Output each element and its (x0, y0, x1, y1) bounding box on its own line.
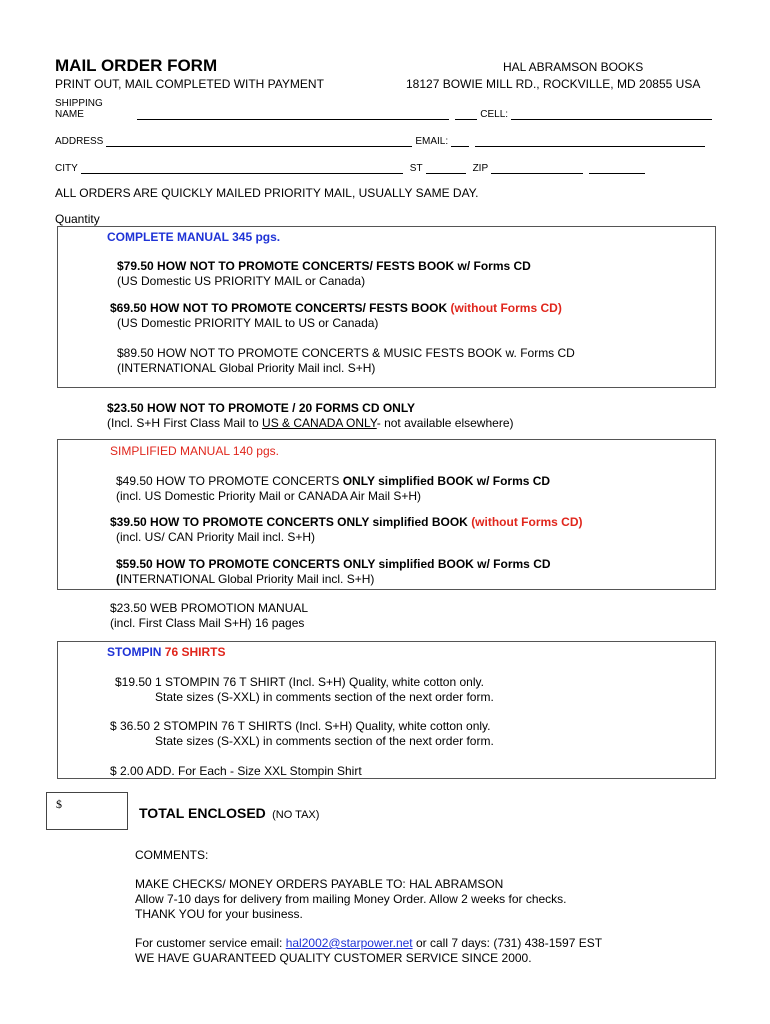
cell-label: CELL: (480, 109, 509, 120)
item-note: State sizes (S-XXL) in comments section of the next order form. (155, 690, 494, 704)
payment-info (135, 877, 567, 922)
item-note: (without Forms CD) (450, 301, 562, 315)
form-title: MAIL ORDER FORM (55, 56, 218, 75)
item-shipping: (incl. US/ CAN Priority Mail incl. S+H) (116, 530, 316, 544)
total-note: (NO TAX) (272, 809, 320, 821)
item-availability: - not available elsewhere) (376, 416, 514, 430)
city-row (55, 160, 715, 174)
item-title: $89.50 HOW NOT TO PROMOTE CONCERTS & MUSIC FESTS BOOK w. Forms CD (117, 346, 575, 360)
simplified-manual-item-2[interactable] (110, 515, 583, 545)
item-title: $59.50 HOW TO PROMOTE CONCERTS ONLY simplified BOOK w/ Forms CD (116, 557, 551, 571)
item-title: $39.50 HOW TO PROMOTE CONCERTS ONLY simplified BOOK (110, 515, 468, 529)
item-title-bold: ONLY simplified BOOK w/ Forms CD (342, 474, 551, 488)
payable-line: MAKE CHECKS/ MONEY ORDERS PAYABLE TO: HAL ABRAMSON (135, 877, 504, 891)
email-extra-field[interactable] (451, 135, 469, 147)
item-shipping: (US Domestic US PRIORITY MAIL or Canada) (117, 274, 366, 288)
store-name: HAL ABRAMSON BOOKS (503, 60, 644, 74)
item-title: $ 36.50 2 STOMPIN 76 T SHIRTS (Incl. S+H) Quality, white cotton only. (110, 719, 491, 733)
dollar-sign: $ (56, 797, 62, 811)
shirts-box (57, 641, 716, 779)
item-shipping: (US Domestic PRIORITY MAIL to US or Canada) (117, 316, 379, 330)
shipping-name-extra-field[interactable] (455, 108, 477, 120)
complete-manual-item-1[interactable] (117, 259, 531, 289)
item-title: $23.50 HOW NOT TO PROMOTE / 20 FORMS CD ONLY (107, 401, 416, 415)
item-note: State sizes (S-XXL) in comments section of the next order form. (155, 734, 494, 748)
forms-cd-item[interactable] (107, 401, 514, 431)
quantity-label: Quantity (55, 212, 100, 226)
simplified-manual-item-1[interactable] (116, 474, 550, 504)
item-paren: ( (116, 572, 120, 586)
shirt-item-1[interactable] (115, 675, 494, 705)
address-row (55, 133, 715, 147)
shipping-name-label: SHIPPING NAME (55, 98, 103, 120)
shipping-name-field[interactable] (137, 108, 449, 120)
address-label: ADDRESS (55, 136, 104, 147)
total-label: TOTAL ENCLOSED (139, 805, 266, 821)
item-shipping: INTERNATIONAL Global Priority Mail incl. S+H) (120, 572, 375, 586)
service-phone: or call 7 days: (731) 438-1597 EST (412, 936, 603, 950)
shipping-notice: ALL ORDERS ARE QUICKLY MAILED PRIORITY MAIL, USUALLY SAME DAY. (55, 186, 479, 200)
thanks-line: THANK YOU for your business. (135, 907, 303, 921)
shirt-item-3[interactable]: $ 2.00 ADD. For Each - Size XXL Stompin Shirt (110, 764, 362, 778)
email-field[interactable] (475, 135, 705, 147)
cell-field[interactable] (511, 108, 712, 120)
item-shipping: (incl. US Domestic Priority Mail or CANADA Air Mail S+H) (116, 489, 422, 503)
st-field[interactable] (426, 162, 466, 174)
city-label: CITY (55, 163, 78, 174)
store-address: 18127 BOWIE MILL RD., ROCKVILLE, MD 20855 USA (406, 77, 701, 91)
complete-manual-item-3[interactable] (117, 346, 575, 376)
item-title: $79.50 HOW NOT TO PROMOTE CONCERTS/ FESTS BOOK w/ Forms CD (117, 259, 531, 273)
item-shipping: (Incl. S+H First Class Mail to (107, 416, 263, 430)
item-title: $23.50 WEB PROMOTION MANUAL (110, 601, 309, 615)
zip-label: ZIP (472, 163, 489, 174)
item-shipping: (INTERNATIONAL Global Priority Mail incl. S+H) (117, 361, 376, 375)
web-manual-item[interactable] (110, 601, 308, 631)
simplified-manual-heading: SIMPLIFIED MANUAL 140 pgs. (110, 444, 279, 458)
form-subtitle: PRINT OUT, MAIL COMPLETED WITH PAYMENT (55, 77, 324, 91)
item-title: $19.50 1 STOMPIN 76 T SHIRT (Incl. S+H) Quality, white cotton only. (115, 675, 484, 689)
address-field[interactable] (106, 135, 412, 147)
shirts-heading (107, 645, 225, 659)
comments-label: COMMENTS: (135, 848, 209, 862)
shirt-item-2[interactable] (110, 719, 494, 749)
zip-field[interactable] (491, 162, 583, 174)
shirts-heading-blue: STOMPIN (107, 645, 162, 659)
zip-extra-field[interactable] (589, 162, 645, 174)
delivery-line: Allow 7-10 days for delivery from mailing Money Order. Allow 2 weeks for checks. (135, 892, 567, 906)
guarantee-line: WE HAVE GUARANTEED QUALITY CUSTOMER SERVICE SINCE 2000. (135, 951, 532, 965)
email-label: EMAIL: (415, 136, 449, 147)
service-email-link[interactable]: hal2002@starpower.net (285, 936, 413, 950)
shirts-heading-red: 76 SHIRTS (164, 645, 226, 659)
simplified-manual-item-3[interactable] (116, 557, 551, 587)
item-title: $69.50 HOW NOT TO PROMOTE CONCERTS/ FESTS BOOK (110, 301, 448, 315)
total-enclosed (139, 805, 319, 821)
item-note: (without Forms CD) (471, 515, 583, 529)
service-text: For customer service email: (135, 936, 286, 950)
item-shipping: (incl. First Class Mail S+H) 16 pages (110, 616, 305, 630)
item-region: US & CANADA ONLY (262, 416, 377, 430)
st-label: ST (409, 163, 423, 174)
complete-manual-heading: COMPLETE MANUAL 345 pgs. (107, 230, 281, 244)
customer-service (135, 936, 602, 966)
shipping-name-row (55, 98, 715, 120)
city-field[interactable] (81, 162, 403, 174)
item-title: $49.50 HOW TO PROMOTE CONCERTS (116, 474, 343, 488)
complete-manual-item-2[interactable] (110, 301, 562, 331)
